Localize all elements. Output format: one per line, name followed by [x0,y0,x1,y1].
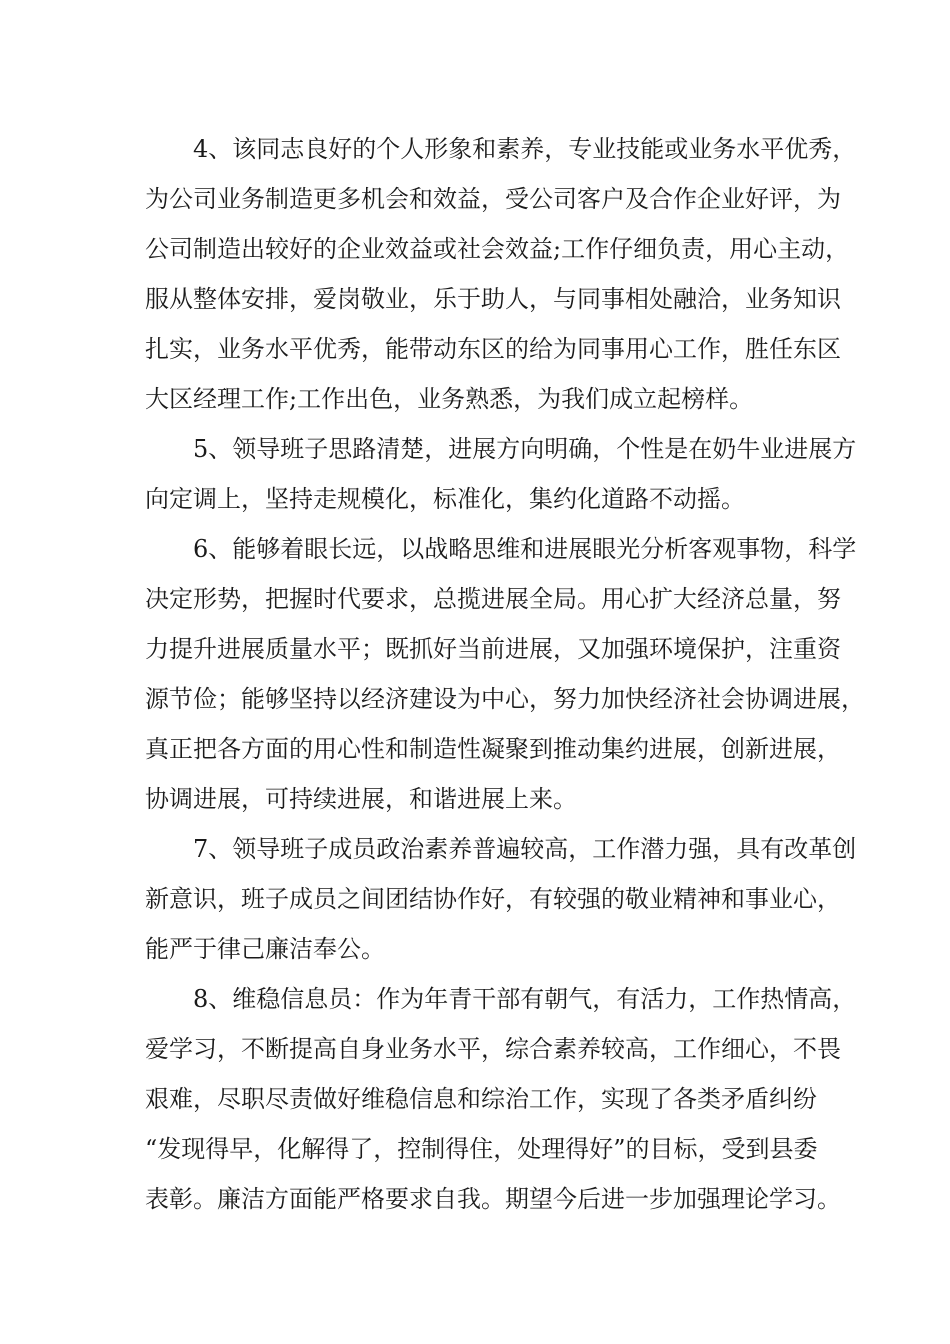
paragraph-4-line-4: 服从整体安排，爱岗敬业，乐于助人，与同事相处融洽，业务知识 [145,285,841,313]
paragraph-6-line-3: 力提升进展质量水平；既抓好当前进展，又加强环境保护，注重资 [145,635,841,663]
paragraph-4-line-1: 4、该同志良好的个人形象和素养，专业技能或业务水平优秀， [193,135,857,163]
paragraph-7-line-3: 能严于律己廉洁奉公。 [145,935,385,963]
paragraph-4-line-6: 大区经理工作;工作出色，业务熟悉，为我们成立起榜样。 [145,385,754,413]
paragraph-8-line-2: 爱学习，不断提高自身业务水平，综合素养较高，工作细心，不畏 [145,1035,841,1063]
paragraph-4-line-5: 扎实，业务水平优秀，能带动东区的给为同事用心工作，胜任东区 [145,335,841,363]
paragraph-7-line-1: 7、领导班子成员政治素养普遍较高，工作潜力强，具有改革创 [193,835,857,863]
paragraph-8-line-5: 表彰。廉洁方面能严格要求自我。期望今后进一步加强理论学习。 [145,1185,841,1213]
paragraph-4-line-2: 为公司业务制造更多机会和效益，受公司客户及合作企业好评，为 [145,185,841,213]
paragraph-6-line-2: 决定形势，把握时代要求，总揽进展全局。用心扩大经济总量，努 [145,585,841,613]
paragraph-6-line-5: 真正把各方面的用心性和制造性凝聚到推动集约进展，创新进展， [145,735,841,763]
paragraph-8-line-1: 8、维稳信息员：作为年青干部有朝气，有活力，工作热情高， [193,985,857,1013]
paragraph-6-line-4: 源节俭；能够坚持以经济建设为中心，努力加快经济社会协调进展， [145,685,865,713]
paragraph-6-line-1: 6、能够着眼长远，以战略思维和进展眼光分析客观事物，科学 [193,535,857,563]
paragraph-8-line-4: “发现得早，化解得了，控制得住，处理得好”的目标，受到县委 [145,1135,818,1163]
paragraph-6-line-6: 协调进展，可持续进展，和谐进展上来。 [145,785,577,813]
paragraph-4-line-3: 公司制造出较好的企业效益或社会效益;工作仔细负责，用心主动， [145,235,850,263]
paragraph-8-line-3: 艰难，尽职尽责做好维稳信息和综治工作，实现了各类矛盾纠纷 [145,1085,817,1113]
paragraph-5-line-1: 5、领导班子思路清楚，进展方向明确，个性是在奶牛业进展方 [193,435,857,463]
paragraph-7-line-2: 新意识，班子成员之间团结协作好，有较强的敬业精神和事业心， [145,885,841,913]
paragraph-5-line-2: 向定调上，坚持走规模化，标准化，集约化道路不动摇。 [145,485,745,513]
